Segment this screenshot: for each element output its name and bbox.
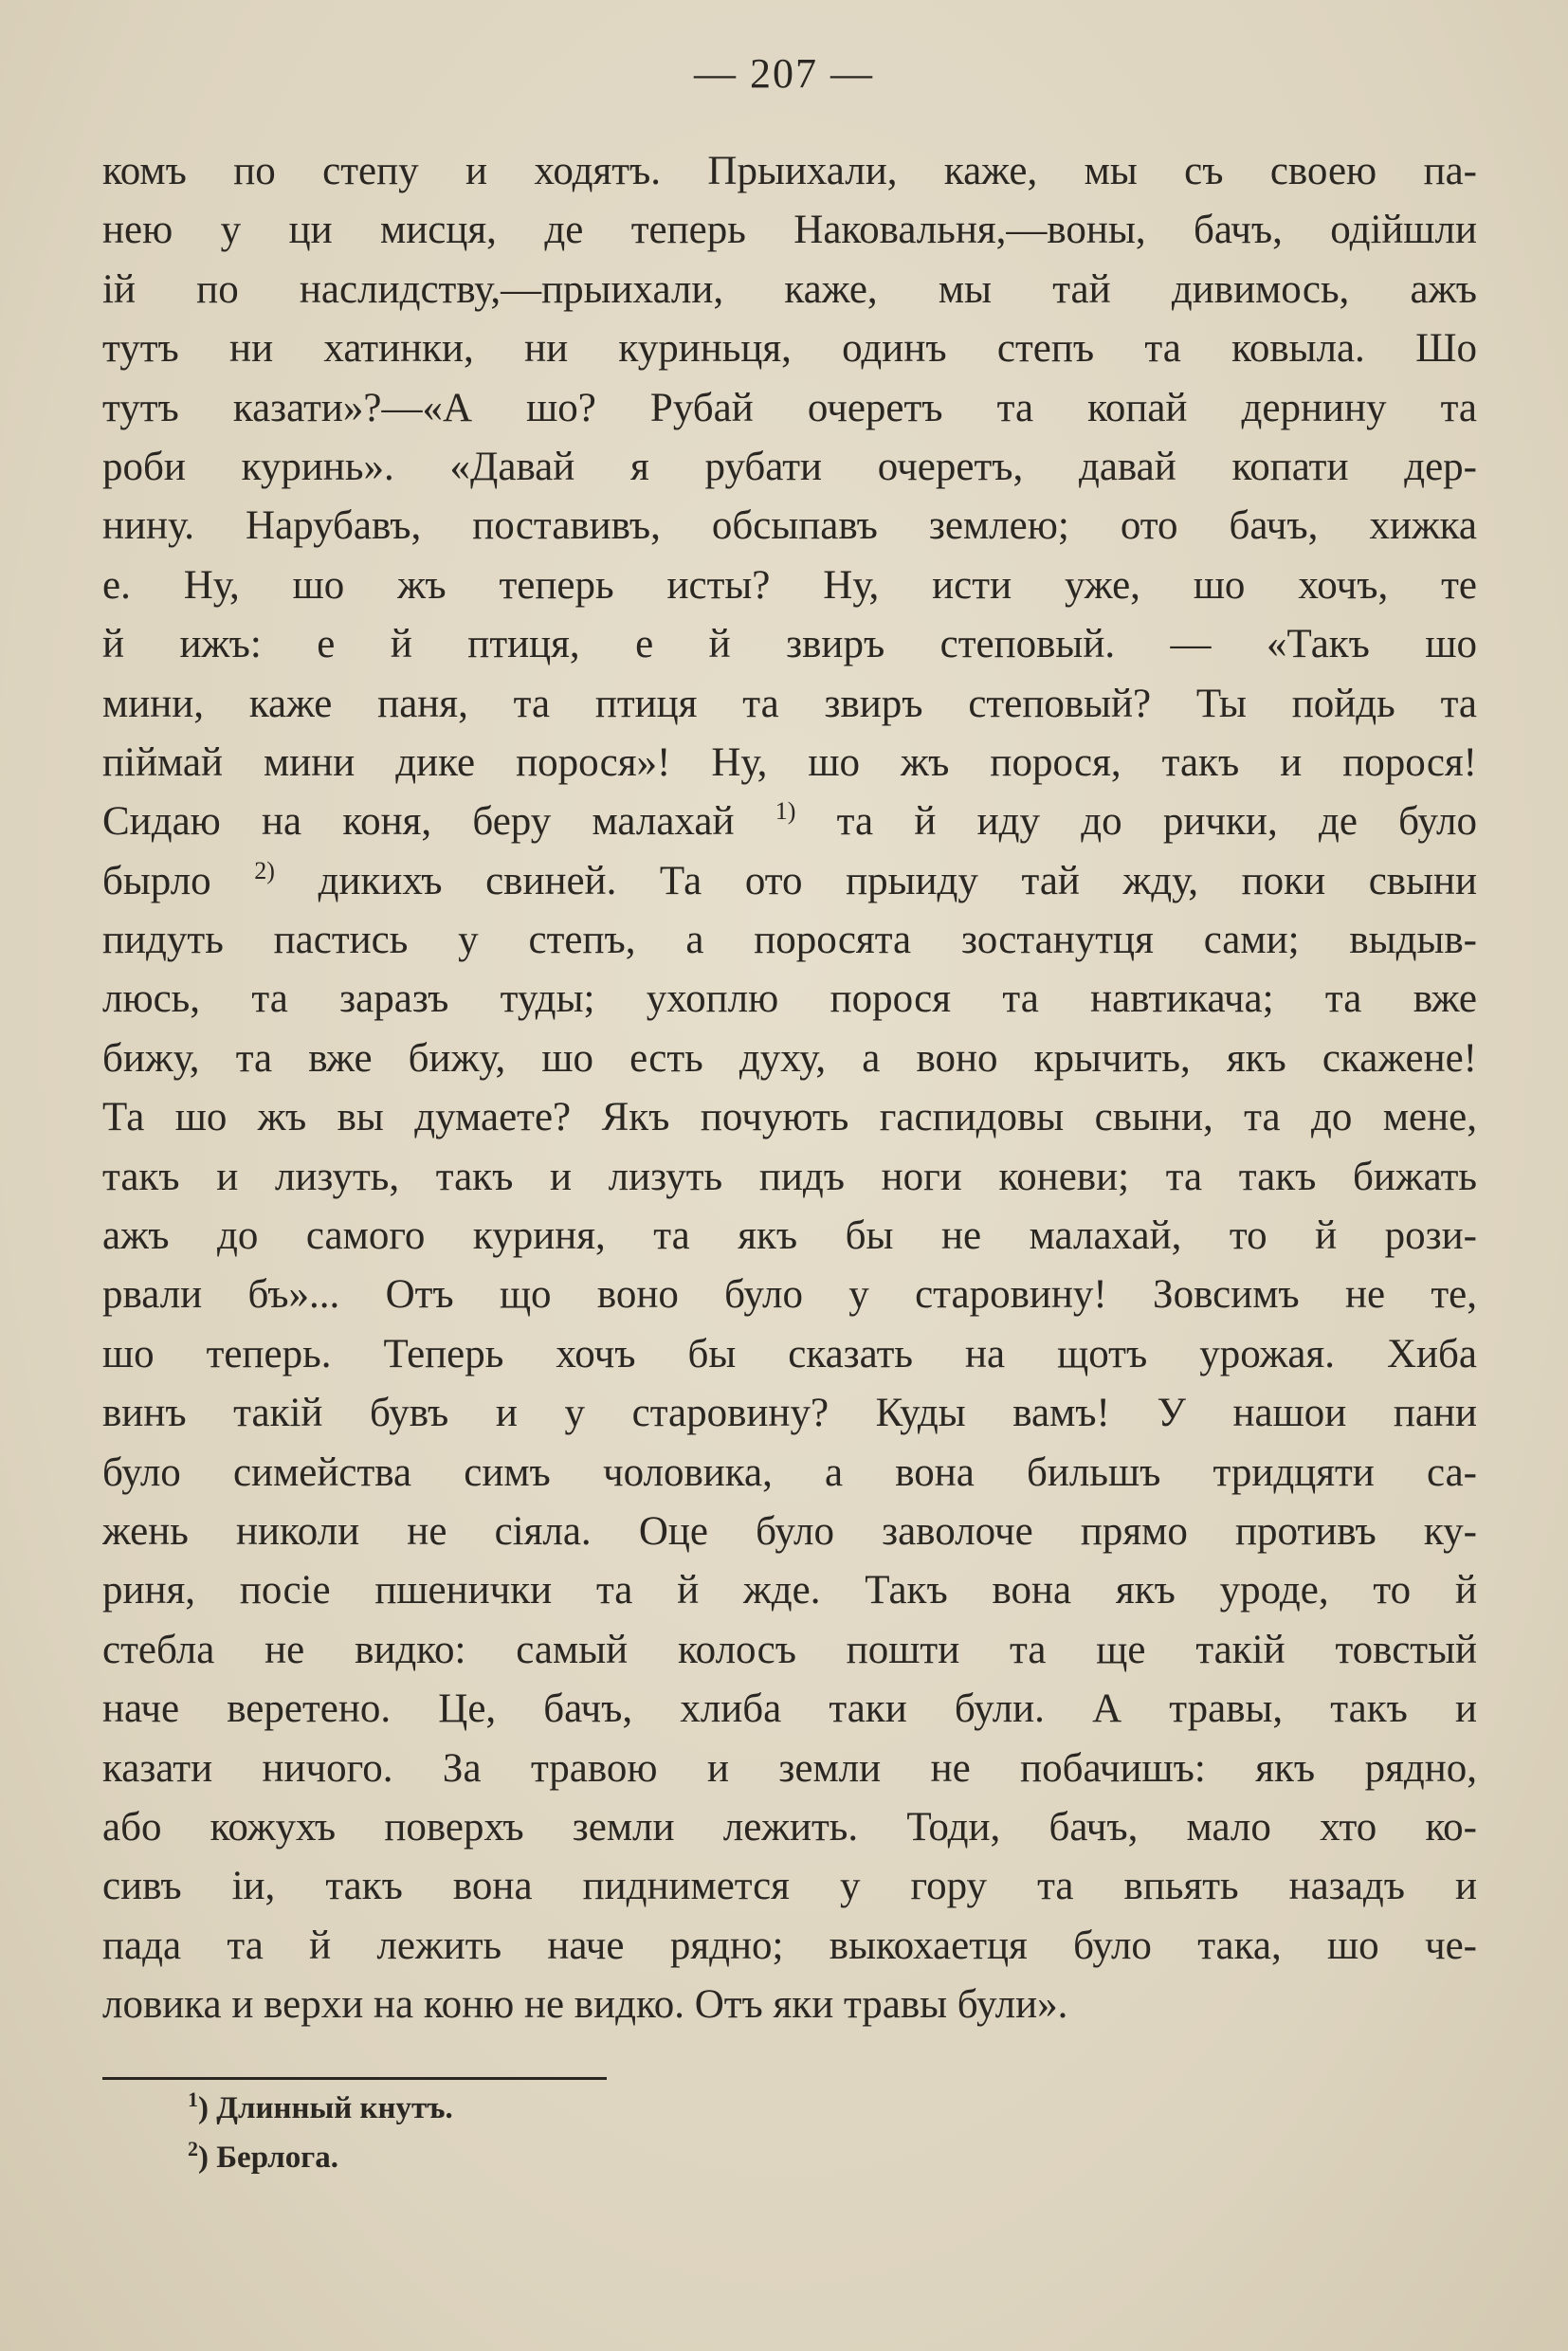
text-line: піймай мини дике порося»! Ну, шо жъ порося, такъ и порося! (102, 739, 1477, 785)
text-line: ажъ до самого куриня, та якъ бы не малахай, то й рози- (102, 1213, 1477, 1259)
text-segment: Сидаю на коня, беру малахай (102, 799, 775, 845)
text-line: наче веретено. Це, бачъ, хлиба таки були. А травы, такъ и (102, 1686, 1477, 1732)
footnote (188, 2084, 1231, 2133)
text-line (102, 793, 1477, 851)
text-line: було симейства симъ чоловика, а вона бильшъ тридцяти са- (102, 1449, 1477, 1495)
text-line: тутъ ни хатинки, ни куриньця, одинъ степъ та ковыла. Шо (102, 326, 1477, 372)
text-line: е. Ну, шо жъ теперь исты? Ну, исти уже, шо хочъ, те (102, 562, 1477, 608)
footnote-divider (102, 2077, 607, 2080)
text-line: роби куринь». «Давай я рубати очеретъ, давай копати дер- (102, 444, 1477, 489)
text-line: мини, каже паня, та птиця та звиръ степовый? Ты пойдь та (102, 681, 1477, 726)
page-number: — 207 — (694, 50, 874, 97)
text-line: казати ничого. За травою и земли не побачишъ: якъ рядно, (102, 1745, 1477, 1791)
text-line: шо теперь. Теперь хочъ бы сказать на щотъ урожая. Хиба (102, 1331, 1477, 1376)
text-line: риня, посіе пшенички та й жде. Такъ вона якъ уроде, то й (102, 1568, 1477, 1613)
text-line: тутъ казати»?—«А шо? Рубай очеретъ та копай дернину та (102, 385, 1477, 430)
text-segment: дикихъ свиней. Та ото прыиду тай жду, поки свыни (274, 858, 1477, 903)
text-line: бижу, та вже бижу, шо есть духу, а воно крычить, якъ скажене! (102, 1035, 1477, 1081)
footnote-number: 2 (188, 2137, 198, 2160)
text-line: нину. Нарубавъ, поставивъ, обсыпавъ землею; ото бачъ, хижка (102, 503, 1477, 549)
text-line (102, 852, 1477, 911)
text-line: рвали бъ»... Отъ що воно було у старовину! Зовсимъ не те, (102, 1272, 1477, 1318)
text-line: або кожухъ поверхъ земли лежить. Тоди, бачъ, мало хто ко- (102, 1804, 1477, 1850)
text-line: пидуть пастись у степъ, а поросята зостанутця сами; выдыв- (102, 918, 1477, 963)
footnote-marker: 1) (775, 797, 796, 826)
text-line: ій по наслидству,—прыихали, каже, мы тай дивимось, ажъ (102, 266, 1477, 312)
text-line: стебла не видко: самый колосъ пошти та ще такій товстый (102, 1627, 1477, 1672)
footnote-text: ) Длинный кнутъ. (198, 2091, 453, 2125)
text-segment: та й иду до рички, де було (795, 799, 1477, 845)
footnote (188, 2133, 1231, 2182)
footnote-marker: 2) (254, 856, 275, 884)
footnote-text: ) Берлога. (198, 2141, 338, 2175)
text-line: жень николи не сіяла. Оце було заволоче прямо противъ ку- (102, 1508, 1477, 1554)
text-line: Та шо жъ вы думаете? Якъ почують гаспидовы свыни, та до мене, (102, 1095, 1477, 1140)
text-line: нею у ци мисця, де теперь Наковальня,—воны, бачъ, одійшли (102, 208, 1477, 253)
text-line: комъ по степу и ходятъ. Прыихали, каже, мы съ своею па- (102, 149, 1477, 193)
body-text (102, 142, 1477, 2035)
text-segment: бырло (102, 858, 255, 903)
footnote-number: 1 (188, 2087, 198, 2111)
text-line: люсь, та заразъ туды; ухоплю порося та навтикача; та вже (102, 976, 1477, 1022)
text-line: сивъ іи, такъ вона пиднимется у гору та впьять назадъ и (102, 1864, 1477, 1909)
text-line: ловика и верхи на коню не видко. Отъ яки травы були». (102, 1982, 1068, 2028)
text-line: такъ и лизуть, такъ и лизуть пидъ ноги коневи; та такъ бижать (102, 1154, 1477, 1199)
footnotes (188, 2084, 1231, 2182)
text-line: й ижъ: е й птиця, е й звиръ степовый. — «Такъ шо (102, 622, 1477, 667)
text-line: винъ такій бувъ и у старовину? Куды вамъ! У нашои пани (102, 1391, 1477, 1436)
text-line: пада та й лежить наче рядно; выкохаетця було така, шо че- (102, 1923, 1477, 1968)
